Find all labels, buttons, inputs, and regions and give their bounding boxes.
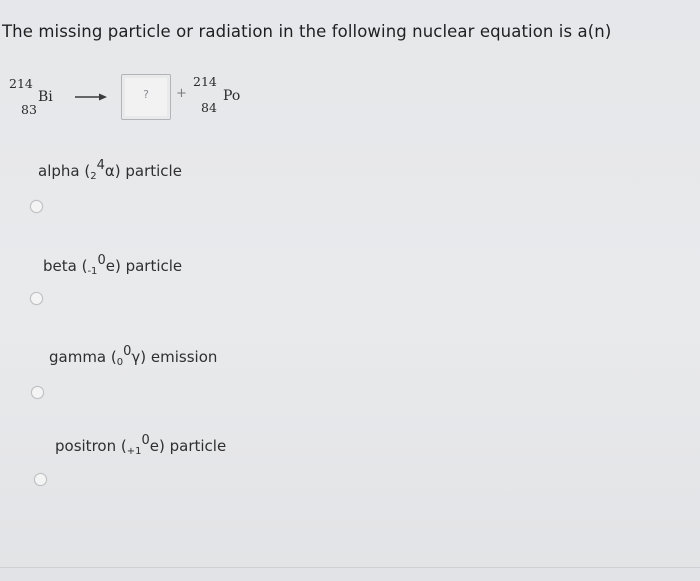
- product-atomic-number: 84: [201, 100, 217, 115]
- option-positron-symbol: e: [149, 437, 159, 455]
- question-text: The missing particle or radiation in the following nuclear equation is a(n): [2, 22, 612, 41]
- option-gamma-radio[interactable]: [31, 386, 44, 399]
- product-mass-number: 214: [193, 74, 217, 89]
- option-positron-label: [55, 433, 227, 457]
- option-alpha-label: [38, 158, 182, 182]
- option-positron-subscript: +1: [126, 446, 142, 457]
- option-gamma-subscript: 0: [116, 357, 124, 368]
- option-alpha-prefix: alpha (: [38, 162, 91, 180]
- option-beta-label: [43, 253, 183, 277]
- missing-particle-box: [121, 74, 171, 120]
- reactant-atomic-number: 83: [21, 102, 37, 117]
- option-beta-symbol: e: [105, 257, 115, 275]
- option-gamma-prefix: gamma (: [49, 348, 117, 366]
- option-positron-radio[interactable]: [34, 473, 47, 486]
- option-beta-radio[interactable]: [30, 292, 43, 305]
- reactant-symbol: Bi: [38, 89, 53, 105]
- option-beta-suffix: ) particle: [114, 257, 183, 275]
- divider-line: [0, 567, 700, 568]
- option-alpha-radio[interactable]: [30, 200, 43, 213]
- arrow-icon: [75, 92, 107, 102]
- product-symbol: Po: [223, 88, 241, 104]
- option-alpha-subscript: 2: [90, 171, 97, 182]
- option-gamma-symbol: γ: [131, 348, 141, 366]
- option-gamma-suffix: ) emission: [140, 348, 218, 366]
- option-gamma-label: [49, 344, 218, 368]
- option-gamma-superscript: 0: [123, 344, 132, 359]
- option-positron-prefix: positron (: [55, 437, 127, 455]
- option-alpha-suffix: ) particle: [114, 162, 182, 180]
- plus-sign: +: [176, 86, 187, 101]
- option-positron-superscript: 0: [141, 433, 150, 448]
- question-mark-placeholder: ?: [143, 88, 149, 101]
- option-beta-superscript: 0: [97, 253, 106, 268]
- nuclear-equation: [0, 70, 300, 130]
- reactant-mass-number: 214: [9, 76, 33, 91]
- option-alpha-superscript: 4: [96, 158, 105, 173]
- option-positron-suffix: ) particle: [158, 437, 227, 455]
- option-alpha-symbol: α: [104, 162, 115, 180]
- option-beta-subscript: -1: [87, 266, 98, 277]
- option-beta-prefix: beta (: [43, 257, 88, 275]
